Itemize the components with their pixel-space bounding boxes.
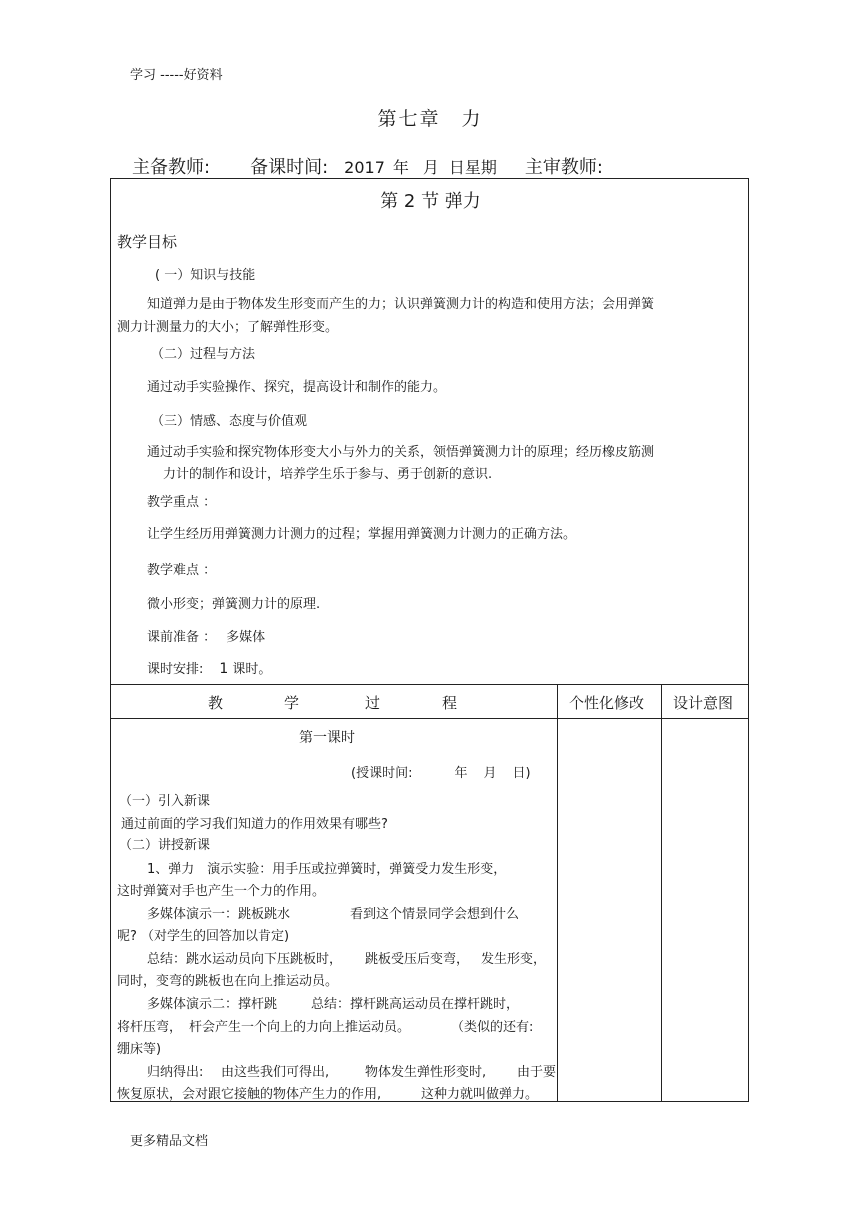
month-unit: 月 bbox=[422, 158, 439, 177]
teaching-goals-box bbox=[110, 178, 749, 685]
para2-line2: 呢? （对学生的回答加以肯定) bbox=[117, 929, 290, 944]
para5-line1c: 物体发生弹性形变时, bbox=[365, 1065, 487, 1080]
para2-line1b: 看到这个情景同学会想到什么 bbox=[350, 907, 520, 922]
intro-heading: （一）引入新课 bbox=[119, 794, 211, 809]
lesson-time-row bbox=[351, 762, 531, 781]
key-points-label: 教学重点 ： bbox=[147, 495, 217, 510]
difficulty-label: 教学难点 ： bbox=[147, 563, 217, 578]
para4-line2a: 将杆压弯， bbox=[117, 1020, 183, 1035]
para4-line2b: 杆会产生一个向上的力向上推运动员。 bbox=[189, 1020, 411, 1035]
teach-heading: （二）讲授新课 bbox=[119, 838, 211, 853]
teacher-label: 主备教师: bbox=[132, 157, 211, 178]
year-value: 2017 bbox=[344, 158, 385, 177]
para3-line2: 同时，变弯的跳板也在向上推运动员。 bbox=[117, 974, 339, 989]
header-divider bbox=[111, 718, 748, 719]
prep-time-label: 备课时间: bbox=[250, 157, 329, 178]
schedule-count: 1 bbox=[219, 661, 229, 677]
para5-line1a: 归纳得出: bbox=[147, 1065, 204, 1080]
page-footer-note: 更多精品文档 bbox=[130, 1134, 209, 1149]
emotion-line-2: 力计的制作和设计，培养学生乐于参与、勇于创新的意识. bbox=[163, 467, 493, 482]
lesson-year-unit: 年 bbox=[454, 766, 468, 781]
para1-line1: 1、弹力 演示实验：用手压或拉弹簧时，弹簧受力发生形变， bbox=[147, 862, 507, 877]
schedule-row bbox=[147, 658, 271, 677]
key-points-text: 让学生经历用弹簧测力计测力的过程；掌握用弹簧测力计测力的正确方法。 bbox=[147, 527, 577, 542]
goals-heading: 教学目标 bbox=[117, 233, 178, 251]
para5-line1b: 由这些我们可得出, bbox=[221, 1065, 330, 1080]
para5-line1d: 由于要 bbox=[517, 1065, 557, 1080]
para4-line2c: （类似的还有: bbox=[451, 1020, 534, 1035]
year-unit: 年 bbox=[392, 158, 409, 177]
process-header-char: 教 bbox=[208, 694, 224, 712]
process-header-char: 学 bbox=[284, 694, 300, 712]
para1-line2: 这时弹簧对手也产生一个力的作用。 bbox=[117, 884, 326, 899]
knowledge-line-2: 测力计测量力的大小；了解弹性形变。 bbox=[117, 320, 339, 335]
chapter-title: 第七章 力 bbox=[377, 108, 483, 130]
prep-value: 多媒体 bbox=[226, 630, 266, 645]
day-weekday: 日星期 bbox=[448, 158, 497, 177]
lesson-info-row bbox=[132, 153, 603, 179]
process-text: 通过动手实验操作、探究，提高设计和制作的能力。 bbox=[147, 380, 447, 395]
schedule-unit: 课时。 bbox=[232, 662, 272, 677]
para5-line2b: 这种力就叫做弹力。 bbox=[421, 1087, 539, 1102]
para4-line3: 绷床等) bbox=[117, 1042, 162, 1057]
prep-label: 课前准备 ： bbox=[147, 630, 217, 645]
lesson-time-label: (授课时间: bbox=[351, 766, 413, 781]
lesson-month-unit: 月 bbox=[483, 766, 497, 781]
para3-line1a: 总结：跳水运动员向下压跳板时， bbox=[147, 952, 343, 967]
section-title: 第 2 节 弹力 bbox=[380, 191, 481, 212]
knowledge-line-1: 知道弹力是由于物体发生形变而产生的力；认识弹簧测力计的构造和使用方法；会用弹簧 bbox=[147, 297, 655, 312]
column-divider-1 bbox=[557, 685, 558, 1101]
process-header-char: 程 bbox=[442, 694, 458, 712]
para2-line1a: 多媒体演示一：跳板跳水 bbox=[147, 907, 291, 922]
process-table bbox=[110, 685, 749, 1102]
emotion-heading: （三）情感、态度与价值观 bbox=[151, 414, 308, 429]
schedule-label: 课时安排: bbox=[147, 662, 204, 677]
design-intent-header: 设计意图 bbox=[673, 694, 734, 712]
reviewer-label: 主审教师: bbox=[524, 157, 603, 178]
knowledge-heading: ( 一）知识与技能 bbox=[155, 268, 256, 283]
para3-line1b: 跳板受压后变弯， bbox=[365, 952, 470, 967]
lesson-title: 第一课时 bbox=[299, 730, 355, 746]
para4-line1a: 多媒体演示二：撑杆跳 bbox=[147, 997, 278, 1012]
process-heading: （二）过程与方法 bbox=[151, 347, 256, 362]
personalized-edit-header: 个性化修改 bbox=[569, 694, 645, 712]
para4-line1b: 总结：撑杆跳高运动员在撑杆跳时， bbox=[311, 997, 520, 1012]
para5-line2a: 恢复原状，会对跟它接触的物体产生力的作用, bbox=[117, 1087, 382, 1102]
process-header-char: 过 bbox=[365, 694, 381, 712]
page-header-note: 学习 -----好资料 bbox=[130, 68, 223, 83]
difficulty-text: 微小形变；弹簧测力计的原理. bbox=[147, 597, 321, 612]
prep-row bbox=[147, 626, 265, 645]
emotion-line-1: 通过动手实验和探究物体形变大小与外力的关系，领悟弹簧测力计的原理；经历橡皮筋测 bbox=[147, 445, 655, 460]
intro-text: 通过前面的学习我们知道力的作用效果有哪些? bbox=[121, 817, 388, 832]
lesson-day-unit: 日) bbox=[512, 766, 531, 781]
para3-line1c: 发生形变， bbox=[481, 952, 547, 967]
column-divider-2 bbox=[661, 685, 662, 1101]
